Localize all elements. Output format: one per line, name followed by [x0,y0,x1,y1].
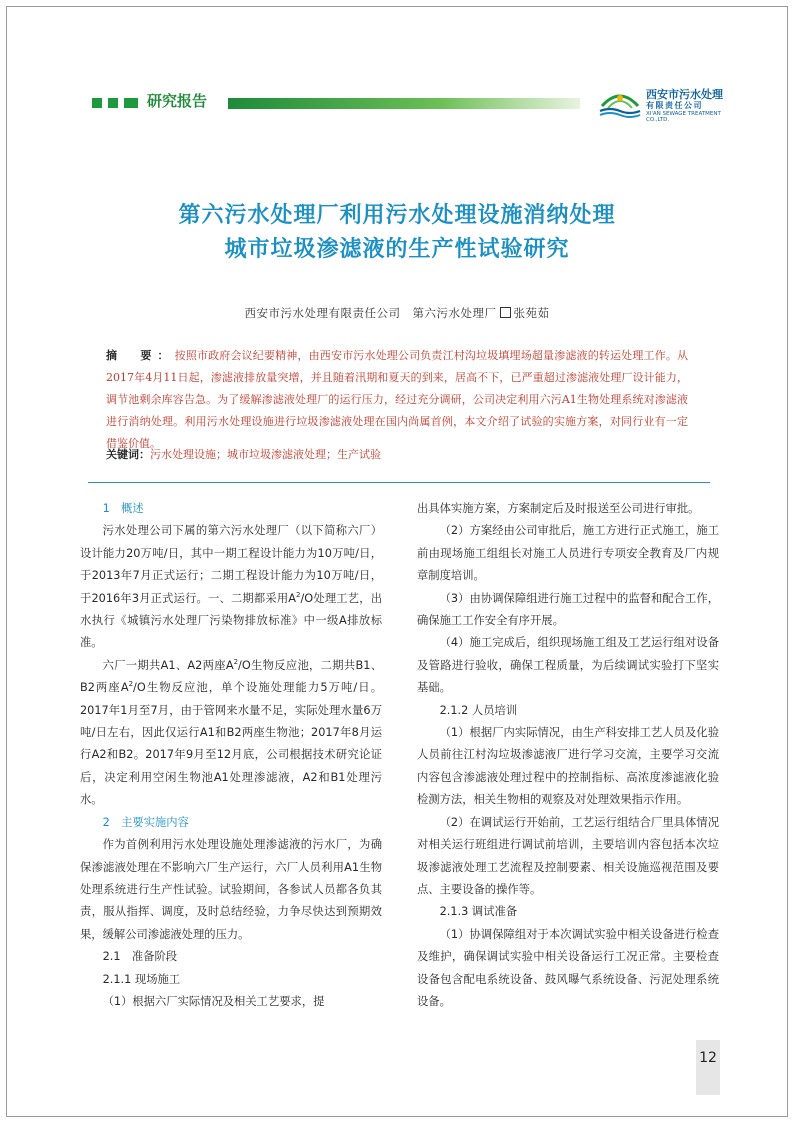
author-box-icon [500,307,511,318]
abstract [106,345,688,455]
paragraph: （1）根据厂内实际情况，由生产科安排工艺人员及化验人员前往江村沟垃圾渗滤液厂进行学习交流，主要学习交流内容包含渗滤液处理过程中的控制指标、高浓度渗滤液化验检测方法，相关生物相的观察及对处理效果指示作用。 [417,726,719,807]
paragraph: （3）由协调保障组进行施工过程中的监督和配合工作，确保施工工作安全有序开展。 [417,591,719,628]
header-square-3 [124,98,138,108]
paragraph: （2）在调试运行开始前，工艺运行组结合厂里具体情况对相关运行班组进行调试前培训，主要培训内容包括本次垃圾渗滤液处理工艺流程及控制要素、相关设施巡视范围及要点、主要设备的操作等。 [417,815,719,896]
article-title-line1: 第六污水处理厂利用污水处理设施消纳处理 [178,203,616,228]
abstract-separator [88,482,710,483]
subsection-heading: 2.1.3 调试准备 [439,905,518,919]
section-heading-1: 1 概述 [102,502,144,515]
paragraph: （1）根据六厂实际情况及相关工艺要求，提 [102,994,325,1008]
abstract-text: 按照市政府会议纪要精神，由西安市污水处理公司负责江村沟垃圾填埋场超量渗滤液的转运处理工作。从2017年4月11日起，渗滤液排放量突增，并且随着汛期和夏天的到来，居高不下，已严重超过渗滤液处理厂设计能力，调节池剩余库容告急。为了缓解渗滤液处理厂的运行压力，经过充分调研，公司决定利用六污A1生物处理系统对渗滤液进行消纳处理。利用污水处理设施进行垃圾渗滤液处理在国内尚属首例，本文介绍了试验的实施方案，对同行业有一定借鉴价值。 [106,349,688,450]
paragraph: （4）施工完成后，组织现场施工组及工艺运行组对设备及管路进行验收，确保工程质量，为后续调试实验打下坚实基础。 [417,636,719,695]
paragraph: 出具体实施方案，方案制定后及时报送至公司进行审批。 [417,502,700,515]
logo-name: 西安市污水处理 [646,88,723,101]
logo-company: 有限责任公司 [646,101,703,110]
header-square-2 [108,98,118,108]
logo-english: XI'AN SEWAGE TREATMENT CO.,LTD. [646,111,721,123]
section-title: 研究报告 [147,92,208,110]
author-line [0,305,794,321]
author-name: 张苑茹 [513,306,550,320]
header-bar [228,98,580,109]
left-column [80,498,382,1013]
header-square-1 [92,98,102,108]
subsection-heading: 2.1 准备阶段 [102,950,178,964]
paragraph: （1）协调保障组对于本次调试实验中相关设备进行检查及维护，确保调试实验中相关设备运行工况正常。主要检查设备包含配电系统设备、鼓风曝气系统设备、污泥处理系统设备。 [417,927,719,1008]
paragraph: 作为首例利用污水处理设施处理渗滤液的污水厂，为确保渗滤液处理在不影响六厂生产运行，六厂人员利用A1生物处理系统进行生产性试验。试验期间，各参试人员都各负其责，服从指挥、调度，及时总结经验，力争尽快达到预期效果，缓解公司渗滤液处理的压力。 [80,838,382,941]
paragraph: （2）方案经由公司审批后，施工方进行正式施工，施工前由现场施工组组长对施工人员进行专项安全教育及厂内规章制度培训。 [417,524,719,583]
section-heading-2: 2 主要实施内容 [102,815,189,829]
abstract-label: 摘 要： [106,349,175,362]
page-number-bar [696,1040,720,1095]
paragraph: 六厂一期共A1、A2两座$A^2/O$生物反应池，二期共B1、B2两座$A^2/O$生物反应池，单个设施处理能力5万吨/日。2017年1月至7月，由于管网来水量不足，实际处理水量6万吨/日左右，因此仅运行A1和B2两座生物池；2017年8月运行A2和B2。2017年9月至12月底，公司根据技术研究论证后，决定利用空闲生物池A1处理渗滤液，A2和B1处理污水。 [80,658,382,807]
keywords-label: 关键词： [106,448,150,461]
right-column [417,498,719,1013]
paragraph: 污水处理公司下属的第六污水处理厂（以下简称六厂）设计能力20万吨/日，其中一期工程设计能力为10万吨/日，于2013年7月正式运行；二期工程设计能力为10万吨/日，于2016年3月正式运行。一、二期都采用$A^2/O$处理工艺，出水执行《城镇污水处理厂污染物排放标准》中一级A排放标准。 [80,524,383,650]
author-org: 西安市污水处理有限责任公司 第六污水处理厂 [244,306,497,320]
company-logo-icon [598,84,642,120]
article-title-line2: 城市垃圾渗滤液的生产性试验研究 [224,237,570,262]
subsection-heading: 2.1.1 现场施工 [102,972,181,986]
keywords-text: 污水处理设施；城市垃圾渗滤液处理；生产试验 [150,448,381,461]
keywords [106,444,381,466]
subsection-heading: 2.1.2 人员培训 [439,703,518,717]
page-number: 12 [699,1050,717,1066]
